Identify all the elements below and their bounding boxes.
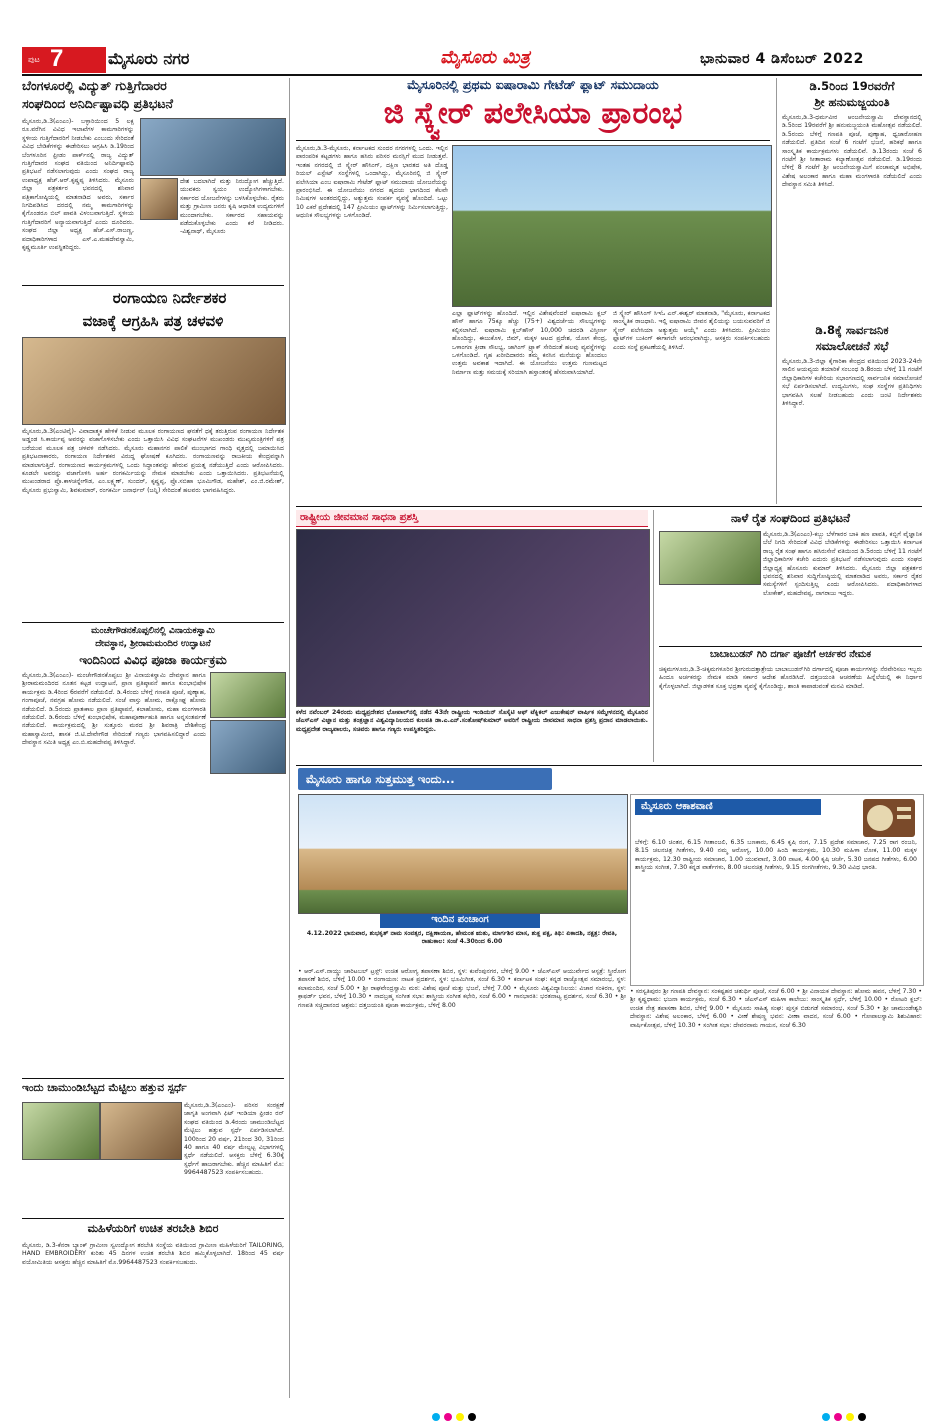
a1-headline-2: ಸಂಘದಿಂದ ಅನಿರ್ದಿಷ್ಟಾವಧಿ ಪ್ರತಿಭಟನೆ: [22, 96, 173, 111]
baba-headline: ಬಾಬಾಬುಡನ್ ಗಿರಿ ದರ್ಗಾ ಪೂಜೆಗೆ ಅರ್ಚಕರ ನೇಮಕ: [709, 649, 872, 660]
lead-building-photo: [452, 145, 772, 307]
divider: [296, 506, 922, 507]
registration-marks: [430, 1406, 520, 1418]
a1-body: ಮೈಸೂರು,ಡಿ.3(ಎಂಎಂ)- ಬಳ್ಳಾರಿಯಿಂದ 5 ಲಕ್ಷ ರೂ.ವರೆಗಿನ ವಿವಿಧ ಇಲಾಖೆಗಳ ಕಾಮಗಾರಿಗಳನ್ನು ಸ್ಥಳೀಯ ಗುತ್ತಿಗೆದಾರರಿಗೆ ನೀಡಬೇಕು ಎಂಬುದು ಸೇರಿದಂತೆ ವಿವಿಧ ಬೇಡಿಕೆಗಳನ್ನು ಈಡೇರಿಸಲು ಆಗ್ರಹಿಸಿ ಡಿ.19ರಿಂದ ಬೆಂಗಳೂರಿನ ಫ್ರೀಡಂ ಪಾರ್ಕ್‌ನಲ್ಲಿ ರಾಜ್ಯ ವಿದ್ಯುತ್ ಗುತ್ತಿಗೆದಾರರ ಸಂಘದ ವತಿಯಿಂದ ಅನಿರ್ದಿಷ್ಟಾವಧಿ ಪ್ರತಿಭಟನೆ ನಡೆಸಲಾಗುವುದು ಎಂದು ಸಂಘದ ರಾಜ್ಯ ಉಪಾಧ್ಯಕ್ಷ ಹೆಚ್.ಆರ್.ಕೃಷ್ಣಪ್ಪ ತಿಳಿಸಿದರು. ಮೈಸೂರು ಜಿಲ್ಲಾ ಪತ್ರಕರ್ತರ ಭವನದಲ್ಲಿ ಶನಿವಾರ ಪತ್ರಿಕಾಗೋಷ್ಠಿಯಲ್ಲಿ ಮಾತನಾಡಿದ ಅವರು, ಸರ್ಕಾರ ನಿಗದಿಪಡಿಸಿದ ದರದಲ್ಲಿ ನಮ್ಮ ಕಾಮಗಾರಿಗಳನ್ನು ಕೈಗೊಂಡರೂ ಬಿಲ್ ಪಾವತಿ ವಿಳಂಬವಾಗುತ್ತಿದೆ. ಸ್ಥಳೀಯ ಗುತ್ತಿಗೆದಾರರಿಗೆ ಅನ್ಯಾಯವಾಗುತ್ತಿದೆ ಎಂದು ದೂರಿದರು. ಸಂಘದ ಜಿಲ್ಲಾ ಅಧ್ಯಕ್ಷ ಹೆಚ್.ಎಸ್.ರಾಜಣ್ಣ, ಪದಾಧಿಕಾರಿಗಳಾದ ಎಸ್.ಎ.ಮಹದೇವಸ್ವಾಮಿ, ಕೃಷ್ಣಮೂರ್ತಿ ಉಪಸ್ಥಿತರಿದ್ದರು.: [22, 118, 134, 252]
a1-photo: [140, 118, 286, 176]
sidebar-headline-2: ಶ್ರೀ ಹನುಮಜ್ಜಯಂತಿ: [814, 95, 890, 109]
lead-headline: ಜಿ ಸ್ಕ್ವೇರ್ ಪಲೇಸಿಯಾ ಪ್ರಾರಂಭ: [383, 96, 683, 131]
sidebar-headline-4: ಸಮಾಲೋಚನೆ ಸಭೆ: [815, 339, 889, 353]
farmers-photo: [659, 531, 761, 585]
a2-headline-2: ವಜಾಕ್ಕೆ ಆಗ್ರಹಿಸಿ ಪತ್ರ ಚಳವಳಿ: [82, 312, 224, 330]
lead-body-left: ಮೈಸೂರು,ಡಿ.3-ಮೈಸೂರು, ಕರ್ನಾಟಕದ ಸುಂದರ ನಗರಗಳಲ್ಲಿ ಒಂದು. ಇಲ್ಲಿನ ಪಾರಂಪರಿಕ ಕಟ್ಟಡಗಳು ಹಾಗೂ ಹಸಿರು ಪರಿಸರ ಮನಸ್ಸಿಗೆ ಮುದ ನೀಡುತ್ತವೆ. ಇಂತಹ ನಗರದಲ್ಲಿ ಜಿ ಸ್ಕ್ವೇರ್ ಹೌಸಿಂಗ್, ದಕ್ಷಿಣ ಭಾರತದ ಅತಿ ದೊಡ್ಡ ರಿಯಲ್ ಎಸ್ಟೇಟ್ ಸಂಸ್ಥೆಗಳಲ್ಲಿ ಒಂದಾಗಿದ್ದು, ಮೈಸೂರಿನಲ್ಲಿ ಜಿ ಸ್ಕ್ವೇರ್ ಪಲೇಸಿಯಾ ಎಂಬ ಐಷಾರಾಮಿ ಗೇಟೆಡ್ ಫ್ಲಾಟ್ ಸಮುದಾಯ ಯೋಜನೆಯನ್ನು ಪ್ರಾರಂಭಿಸಿದೆ. ಈ ಯೋಜನೆಯು ನಗರದ ಹೃದಯ ಭಾಗದಿಂದ ಕೆಲವೇ ನಿಮಿಷಗಳ ಅಂತರದಲ್ಲಿದ್ದು, ಅತ್ಯುತ್ತಮ ಸಂಪರ್ಕ ವ್ಯವಸ್ಥೆ ಹೊಂದಿದೆ. ಒಟ್ಟು 10 ಎಕರೆ ಪ್ರದೇಶದಲ್ಲಿ 147 ಪ್ರೀಮಿಯಂ ಫ್ಲಾಟ್‌ಗಳನ್ನು ನಿರ್ಮಿಸಲಾಗುತ್ತಿದ್ದು, ಆಧುನಿಕ ಸೌಲಭ್ಯಗಳನ್ನು ಒಳಗೊಂಡಿದೆ.: [296, 145, 448, 220]
farmers-headline: ನಾಳೆ ರೈತ ಸಂಘದಿಂದ ಪ್ರತಿಭಟನೆ: [731, 511, 850, 525]
a1-portrait: [140, 178, 178, 220]
a3-photo-2: [210, 720, 286, 774]
divider: [659, 646, 922, 647]
page-header: [0, 0, 945, 47]
a3-body: ಮೈಸೂರು,ಡಿ.3(ಎಂಎಂ)- ಮಂಚೇಗೌಡನಕೊಪ್ಪಲು ಶ್ರೀ ವಿನಾಯಕಸ್ವಾಮಿ ದೇವಸ್ಥಾನ ಹಾಗೂ ಶ್ರೀರಾಮಮಂದಿರದ ನೂತನ ಕಟ್ಟಡ ಉದ್ಘಾಟನೆ, ಪ್ರಾಣ ಪ್ರತಿಷ್ಠಾಪನೆ ಹಾಗೂ ಕುಂಭಾಭಿಷೇಕ ಕಾರ್ಯಕ್ರಮ ಡಿ.4ರಿಂದ 6ರವರೆಗೆ ನಡೆಯಲಿದೆ. ಡಿ.4ರಂದು ಬೆಳಿಗ್ಗೆ ಗಣಪತಿ ಪೂಜೆ, ಪುಣ್ಯಾಹ, ಗಂಗಾಪೂಜೆ, ನವಗ್ರಹ ಹೋಮ ನಡೆಯಲಿದೆ. ಸಂಜೆ ವಾಸ್ತು ಹೋಮ, ರಾಕ್ಷೋಘ್ನ ಹೋಮ ನಡೆಯಲಿದೆ. ಡಿ.5ರಂದು ಪ್ರಾತಃಕಾಲ ಪ್ರಾಣ ಪ್ರತಿಷ್ಠಾಪನೆ, ಕಲಾಹೋಮ, ಮಹಾ ಮಂಗಳಾರತಿ ನಡೆಯಲಿದೆ. ಡಿ.6ರಂದು ಬೆಳಿಗ್ಗೆ ಕುಂಭಾಭಿಷೇಕ, ಮಹಾಪೂರ್ಣಾಹುತಿ ಹಾಗೂ ಅನ್ನಸಂತರ್ಪಣೆ ನಡೆಯಲಿದೆ. ಕಾರ್ಯಕ್ರಮದಲ್ಲಿ ಶ್ರೀ ಸುತ್ತೂರು ಮಠದ ಶ್ರೀ ಶಿವರಾತ್ರಿ ದೇಶಿಕೇಂದ್ರ ಮಹಾಸ್ವಾಮೀಜಿ, ಶಾಸಕ ಜಿ.ಟಿ.ದೇವೇಗೌಡ ಸೇರಿದಂತೆ ಗಣ್ಯರು ಭಾಗವಹಿಸಲಿದ್ದಾರೆ ಎಂದು ದೇವಸ್ಥಾನ ಸಮಿತಿ ಅಧ್ಯಕ್ಷ ಎಂ.ಬಿ.ಮಹದೇವಪ್ಪ ತಿಳಿಸಿದ್ದಾರೆ.: [22, 672, 206, 747]
radio-schedule: ಬೆಳಿಗ್ಗೆ: 6.10 ಚಿಂತನ, 6.15 ಗೀತಾಂಜಲಿ, 6.35 ಬಣಕಾರು, 6.45 ಕೃಷಿ ರಂಗ, 7.15 ಪ್ರದೇಶ ಸಮಾಚಾರ, 7.25 ರಾಗ ರಂಜನಿ, 8.15 ಚಲನಚಿತ್ರ ಗೀತೆಗಳು, 9.40 ನಮ್ಮ ಆರೋಗ್ಯ, 10.00 ಹಿಂದಿ ಕಾರ್ಯಕ್ರಮ, 10.30 ಮಹಿಳಾ ಲೋಕ, 11.00 ಮಕ್ಕಳ ಕಾರ್ಯಕ್ರಮ, 12.30 ರಾಷ್ಟ್ರೀಯ ಸಮಾಚಾರ, 1.00 ಯುವವಾಣಿ, 3.00 ನಾಟಕ, 4.00 ಕೃಷಿ ಚರ್ಚೆ, 5.30 ಜನಪದ ಗೀತೆಗಳು, 6.00 ಶಾಸ್ತ್ರೀಯ ಸಂಗೀತ, 7.30 ಕನ್ನಡ ವಾರ್ತೆಗಳು, 8.00 ಚಲನಚಿತ್ರ ಗೀತೆಗಳು, 9.15 ರಂಗಗೀತೆಗಳು, 9.30 ವಿವಿಧ ಭಾರತಿ.: [635, 839, 917, 872]
a2-headline-1: ರಂಗಾಯಣ ನಿರ್ದೇಶಕರ: [112, 289, 227, 307]
panchanga-title: ಇಂದಿನ ಪಂಚಾಂಗ: [380, 914, 540, 928]
a2-photo: [22, 337, 286, 425]
divider: [22, 1218, 284, 1219]
radio-icon: [863, 799, 915, 837]
a3-photo-1: [210, 672, 286, 718]
events-right: • ಸರಸ್ವತಿಪುರಂ ಶ್ರೀ ಗಣಪತಿ ದೇವಸ್ಥಾನ: ಸಂಕಷ್ಟಹರ ಚತುರ್ಥಿ ಪೂಜೆ, ಸಂಜೆ 6.00 • ಶ್ರೀ ವಿನಾಯಕ ದೇವಸ್ಥಾನ: ಹೋಮ ಹವನ, ಬೆಳಿಗ್ಗೆ 7.30 • ಶ್ರೀ ಕೃಷ್ಣಧಾಮ: ಭಜನಾ ಕಾರ್ಯಕ್ರಮ, ಸಂಜೆ 6.30 • ಜೆಎಸ್‌ಎಸ್ ಮಹಿಳಾ ಕಾಲೇಜು: ಸಾಂಸ್ಕೃತಿಕ ಸ್ಪರ್ಧೆ, ಬೆಳಿಗ್ಗೆ 10.00 • ರೋಟರಿ ಕ್ಲಬ್: ಉಚಿತ ನೇತ್ರ ತಪಾಸಣಾ ಶಿಬಿರ, ಬೆಳಿಗ್ಗೆ 9.00 • ಮೈಸೂರು ಸಾಹಿತ್ಯ ಸಂಘ: ಪುಸ್ತಕ ಬಿಡುಗಡೆ ಸಮಾರಂಭ, ಸಂಜೆ 5.30 • ಶ್ರೀ ಚಾಮುಂಡೇಶ್ವರಿ ದೇವಸ್ಥಾನ: ವಿಶೇಷ ಅಲಂಕಾರ, ಬೆಳಿಗ್ಗೆ 6.00 • ವೀಣೆ ಶೇಷಣ್ಣ ಭವನ: ವೀಣಾ ವಾದನ, ಸಂಜೆ 6.00 • ಗೋಪಾಲಸ್ವಾಮಿ ಶಿಶುವಿಹಾರ: ವಾರ್ಷಿಕೋತ್ಸವ, ಬೆಳಿಗ್ಗೆ 10.30 • ಸಂಗೀತ ಸಭಾ: ದೇವರನಾಮ ಗಾಯನ, ಸಂಜೆ 6.30: [630, 988, 922, 1029]
sidebar-body-1: ಮೈಸೂರು,ಡಿ.3-ಧರ್ಮವೀರ ಆಂಜನೇಯಸ್ವಾಮಿ ದೇವಸ್ಥಾನದಲ್ಲಿ ಡಿ.5ರಿಂದ 19ರವರೆಗೆ ಶ್ರೀ ಹನುಮಜ್ಜಯಂತಿ ಮಹೋತ್ಸವ ನಡೆಯಲಿದೆ. ಡಿ.5ರಂದು ಬೆಳಿಗ್ಗೆ ಗಣಪತಿ ಪೂಜೆ, ಪುಣ್ಯಾಹ, ಧ್ವಜಾರೋಹಣ ನಡೆಯಲಿದೆ. ಪ್ರತಿದಿನ ಸಂಜೆ 6 ಗಂಟೆಗೆ ಭಜನೆ, ಹರಿಕಥೆ ಹಾಗೂ ಸಾಂಸ್ಕೃತಿಕ ಕಾರ್ಯಕ್ರಮಗಳು ನಡೆಯಲಿವೆ. ಡಿ.13ರಂದು ಸಂಜೆ 6 ಗಂಟೆಗೆ ಶ್ರೀ ಸೀತಾರಾಮ ಕಲ್ಯಾಣೋತ್ಸವ ನಡೆಯಲಿದೆ. ಡಿ.19ರಂದು ಬೆಳಿಗ್ಗೆ 8 ಗಂಟೆಗೆ ಶ್ರೀ ಆಂಜನೇಯಸ್ವಾಮಿಗೆ ಪಂಚಾಮೃತ ಅಭಿಷೇಕ, ವಿಶೇಷ ಅಲಂಕಾರ ಹಾಗೂ ಮಹಾ ಮಂಗಳಾರತಿ ನಡೆಯಲಿದೆ ಎಂದು ದೇವಸ್ಥಾನ ಸಮಿತಿ ತಿಳಿಸಿದೆ.: [782, 114, 922, 189]
award-band-label: ರಾಷ್ಟ್ರೀಯ ಜೀವಮಾನ ಸಾಧನಾ ಪ್ರಶಸ್ತಿ: [300, 512, 419, 523]
page-label: ಪುಟ: [28, 55, 40, 64]
page-number-box: [22, 47, 106, 73]
masthead-logo: ಮೈಸೂರು ಮಿತ್ರ: [440, 47, 530, 68]
divider: [22, 622, 284, 623]
registration-marks: [820, 1406, 910, 1418]
divider: [296, 140, 770, 141]
sidebar-body-2: ಮೈಸೂರು,ಡಿ.3-ಜಿಲ್ಲಾ ಕೈಗಾರಿಕಾ ಕೇಂದ್ರದ ವತಿಯಿಂದ 2023-24ನೇ ಸಾಲಿನ ಆಯವ್ಯಯ ತಯಾರಿಕೆ ಸಂಬಂಧ ಡಿ.8ರಂದು ಬೆಳಿಗ್ಗೆ 11 ಗಂಟೆಗೆ ಜಿಲ್ಲಾಧಿಕಾರಿಗಳ ಕಚೇರಿಯ ಸಭಾಂಗಣದಲ್ಲಿ ಸಾರ್ವಜನಿಕ ಸಮಾಲೋಚನೆ ಸಭೆ ಏರ್ಪಡಿಸಲಾಗಿದೆ. ಉದ್ಯಮಿಗಳು, ಸಂಘ ಸಂಸ್ಥೆಗಳ ಪ್ರತಿನಿಧಿಗಳು ಭಾಗವಹಿಸಿ ಸಲಹೆ ನೀಡಬಹುದು ಎಂದು ಜಂಟಿ ನಿರ್ದೇಶಕರು ತಿಳಿಸಿದ್ದಾರೆ.: [782, 358, 922, 408]
section-title: ಮೈಸೂರು ನಗರ: [108, 49, 190, 68]
a1-caption: ದೇಶ ಬದಲಾಗಿದೆ ಮತ್ತು ನಿರುದ್ಯೋಗ ಹೆಚ್ಚುತ್ತಿದೆ. ಯುವಕರು ಸ್ವಯಂ ಉದ್ಯೋಗಿಗಳಾಗಬೇಕು. ಸರ್ಕಾರದ ಯೋಜನೆಗಳನ್ನು ಬಳಸಿಕೊಳ್ಳಬೇಕು. ರೈತರು ಮತ್ತು ಗ್ರಾಮೀಣ ಜನರು ಕೃಷಿ ಆಧಾರಿತ ಉದ್ಯಮಗಳಿಗೆ ಮುಂದಾಗಬೇಕು. ಸರ್ಕಾರದ ಸಹಾಯವನ್ನು ಪಡೆದುಕೊಳ್ಳಬೇಕು ಎಂದು ಕರೆ ನೀಡಿದರು. -ವಿಶ್ವನಾಥ್, ಮೈಸೂರು: [180, 178, 284, 236]
today-band-label: ಮೈಸೂರು ಹಾಗೂ ಸುತ್ತಮುತ್ತ ಇಂದು...: [306, 772, 455, 786]
dateline: ಭಾನುವಾರ 4 ಡಿಸೆಂಬರ್ 2022: [700, 51, 864, 67]
a2-body: ಮೈಸೂರು,ಡಿ.3(ಎಂಟಿವೈ)- ವಿವಾದಾತ್ಮಕ ಹೇಳಿಕೆ ನೀಡುವ ಮೂಲಕ ರಂಗಾಯಣದ ಘನತೆಗೆ ಧಕ್ಕೆ ತರುತ್ತಿರುವ ರಂಗಾಯಣ ನಿರ್ದೇಶಕ ಅಡ್ಡಂಡ ಸಿ.ಕಾರ್ಯಪ್ಪ ಅವರನ್ನು ವಜಾಗೊಳಿಸಬೇಕು ಎಂದು ಒತ್ತಾಯಿಸಿ ವಿವಿಧ ಸಂಘಟನೆಗಳ ಮುಖಂಡರು ಮುಖ್ಯಮಂತ್ರಿಗಳಿಗೆ ಪತ್ರ ಬರೆಯುವ ಮೂಲಕ ಪತ್ರ ಚಳವಳಿ ನಡೆಸಿದರು. ಮೈಸೂರು ಮಹಾನಗರ ಪಾಲಿಕೆ ಮುಂಭಾಗದ ಗಾಂಧಿ ವೃತ್ತದಲ್ಲಿ ಜಮಾಯಿಸಿದ ಪ್ರತಿಭಟನಾಕಾರರು, ರಂಗಾಯಣ ನಿರ್ದೇಶಕರ ವಿರುದ್ಧ ಘೋಷಣೆ ಕೂಗಿದರು. ರಂಗಾಯಣವನ್ನು ರಾಜಕೀಯ ಕೇಂದ್ರವನ್ನಾಗಿ ಮಾಡಲಾಗುತ್ತಿದೆ. ರಂಗಾಯಣದ ಕಾರ್ಯಕ್ರಮಗಳಲ್ಲಿ ಒಂದು ಸಿದ್ಧಾಂತವನ್ನು ಹೇರುವ ಪ್ರಯತ್ನ ನಡೆಯುತ್ತಿದೆ ಎಂದು ಆರೋಪಿಸಿದರು. ಕೂಡಲೇ ಅವರನ್ನು ವಜಾಗೊಳಿಸಿ ಅರ್ಹ ರಂಗಕರ್ಮಿಯನ್ನು ನೇಮಕ ಮಾಡಬೇಕು ಎಂದು ಒತ್ತಾಯಿಸಿದರು. ಪ್ರತಿಭಟನೆಯಲ್ಲಿ ಮುಖಂಡರಾದ ಪ್ರೊ.ಕಾಳಚನ್ನೇಗೌಡ, ಎಂ.ಲಕ್ಷ್ಮಣ್, ಸುಂದರ್, ಕೃಷ್ಣಪ್ಪ, ಪ್ರೊ.ಸಬಿಹಾ ಭೂಮಿಗೌಡ, ಮಹೇಶ್, ಎಂ.ಜಿ.ರಮೇಶ್, ಮೈಸೂರು ಪ್ರಭುಸ್ವಾಮಿ, ಶಿವಕುಮಾರ್, ರಂಗಕರ್ಮಿ ಜನಾರ್ಧನ್ (ಜನ್ನಿ) ಸೇರಿದಂತೆ ಹಲವರು ಭಾಗವಹಿಸಿದ್ದರು.: [22, 428, 284, 494]
divider: [22, 1078, 284, 1079]
divider: [296, 765, 922, 766]
lead-kicker: ಮೈಸೂರಿನಲ್ಲಿ ಪ್ರಥಮ ಐಷಾರಾಮಿ ಗೇಟೆಡ್ ಫ್ಲಾಟ್ ಸಮುದಾಯ: [407, 77, 659, 92]
divider: [22, 285, 284, 286]
a5-body: ಮೈಸೂರು, ಡಿ.3-ಕೆನರಾ ಬ್ಯಾಂಕ್ ಗ್ರಾಮೀಣ ಸ್ವಉದ್ಯೋಗ ತರಬೇತಿ ಸಂಸ್ಥೆಯ ವತಿಯಿಂದ ಗ್ರಾಮೀಣ ಮಹಿಳೆಯರಿಗೆ TAILORING, HAND EMBROIDERY ಕುರಿತು 45 ದಿನಗಳ ಉಚಿತ ತರಬೇತಿ ಶಿಬಿರ ಹಮ್ಮಿಕೊಳ್ಳಲಾಗಿದೆ. 18ರಿಂದ 45 ವರ್ಷ ವಯೋಮಿತಿಯ ಆಸಕ್ತರು ಹೆಚ್ಚಿನ ಮಾಹಿತಿಗೆ ಮೊ.9964487523 ಸಂಪರ್ಕಿಸಬಹುದು.: [22, 1242, 284, 1266]
lead-body-right: ಜಿ ಸ್ಕ್ವೇರ್ ಹೌಸಿಂಗ್ ಸಿಇಓ ಎನ್.ಈಶ್ವರ್ ಮಾತನಾಡಿ, "ಮೈಸೂರು, ಕರ್ನಾಟಕದ ಸಾಂಸ್ಕೃತಿಕ ರಾಜಧಾನಿ. ಇಲ್ಲಿ ಐಷಾರಾಮಿ ಜೀವನ ಶೈಲಿಯನ್ನು ಬಯಸುವವರಿಗೆ ಜಿ ಸ್ಕ್ವೇರ್ ಪಲೇಸಿಯಾ ಅತ್ಯುತ್ತಮ ಆಯ್ಕೆ" ಎಂದು ತಿಳಿಸಿದರು. ಪ್ರೀಮಿಯಂ ಫ್ಲಾಟ್‌ಗಳ ಬುಕಿಂಗ್ ಈಗಾಗಲೇ ಆರಂಭವಾಗಿದ್ದು, ಆಸಕ್ತರು ಸಂಪರ್ಕಿಸಬಹುದು ಎಂದು ಸಂಸ್ಥೆ ಪ್ರಕಟಣೆಯಲ್ಲಿ ತಿಳಿಸಿದೆ.: [613, 310, 770, 351]
column-rule: [653, 510, 654, 762]
a4-photo-2: [100, 1102, 182, 1160]
today-band: [298, 768, 552, 790]
award-caption: ಕಳೆದ ನವೆಂಬರ್ 24ರಂದು ಮಧ್ಯಪ್ರದೇಶದ ಭೋಪಾಲ್‌ನಲ್ಲಿ ನಡೆದ 43ನೇ ರಾಷ್ಟ್ರೀಯ ಇಂಡಿಯನ್ ಸೊಸೈಟಿ ಆಫ್ ಟೆಕ್ನಿಕಲ್ ಎಜುಕೇಷನ್ ವಾರ್ಷಿಕ ಸಮ್ಮೇಳನದಲ್ಲಿ ಮೈಸೂರಿನ ಜೆಎಸ್‌ಎಸ್ ವಿಜ್ಞಾನ ಮತ್ತು ತಂತ್ರಜ್ಞಾನ ವಿಶ್ವವಿದ್ಯಾನಿಲಯದ ಕುಲಪತಿ ಡಾ.ಎ.ಎನ್.ಸಂತೋಷ್‌ಕುಮಾರ್ ಅವರಿಗೆ ರಾಷ್ಟ್ರೀಯ ಜೀವಮಾನ ಸಾಧನಾ ಪ್ರಶಸ್ತಿ ಪ್ರದಾನ ಮಾಡಲಾಯಿತು. ಮಧ್ಯಪ್ರದೇಶ ರಾಜ್ಯಪಾಲರು, ಸಚಿವರು ಹಾಗೂ ಗಣ್ಯರು ಉಪಸ್ಥಿತರಿದ್ದರು.: [296, 709, 648, 733]
a4-body: ಮೈಸೂರು,ಡಿ.3(ಎಂಎಂ)- ಪರಿಸರ ಸಂರಕ್ಷಣೆ ಜಾಗೃತಿ ಅಂಗವಾಗಿ ಫಿಟ್ ಇಂಡಿಯಾ ಫ್ರೀಡಂ ರನ್ ಸಂಘದ ವತಿಯಿಂದ ಡಿ.4ರಂದು ಚಾಮುಂಡಿಬೆಟ್ಟದ ಮೆಟ್ಟಿಲು ಹತ್ತುವ ಸ್ಪರ್ಧೆ ಏರ್ಪಡಿಸಲಾಗಿದೆ. 100ರಿಂದ 20 ವರ್ಷ, 21ರಿಂದ 30, 31ರಿಂದ 40 ಹಾಗೂ 40 ವರ್ಷ ಮೇಲ್ಪಟ್ಟ ವಿಭಾಗಗಳಲ್ಲಿ ಸ್ಪರ್ಧೆ ನಡೆಯಲಿದೆ. ಆಸಕ್ತರು ಬೆಳಿಗ್ಗೆ 6.30ಕ್ಕೆ ಸ್ಪರ್ಧೆಗೆ ಹಾಜರಾಗಬೇಕು. ಹೆಚ್ಚಿನ ಮಾಹಿತಿಗೆ ಮೊ: 9964487523 ಸಂಪರ್ಕಿಸಬಹುದು.: [184, 1102, 284, 1177]
sidebar-headline-3: ಡಿ.8ಕ್ಕೆ ಸಾರ್ವಜನಿಕ: [815, 323, 889, 337]
a5-headline: ಮಹಿಳೆಯರಿಗೆ ಉಚಿತ ತರಬೇತಿ ಶಿಬಿರ: [87, 1222, 219, 1235]
a3-body-cont: [22, 776, 284, 874]
a3-headline-3: ಇಂದಿನಿಂದ ವಿವಿಧ ಪೂಜಾ ಕಾರ್ಯಕ್ರಮ: [79, 653, 227, 667]
baba-body: ಚಿಕ್ಕಮಗಳೂರು,ಡಿ.3-ಚಿಕ್ಕಮಗಳೂರಿನ ಶ್ರೀಗುರುದತ್ತಾತ್ರೇಯ ಬಾಬಾಬುಡನ್‌ಗಿರಿ ದರ್ಗಾದಲ್ಲಿ ಪೂಜಾ ಕಾರ್ಯಗಳನ್ನು ನೆರವೇರಿಸಲು ಇಬ್ಬರು ಹಿಂದೂ ಅರ್ಚಕರನ್ನು ನೇಮಕ ಮಾಡಿ ಸರ್ಕಾರ ಆದೇಶ ಹೊರಡಿಸಿದೆ. ದತ್ತಜಯಂತಿ ಆಚರಣೆಯ ಹಿನ್ನೆಲೆಯಲ್ಲಿ ಈ ನಿರ್ಧಾರ ಕೈಗೊಳ್ಳಲಾಗಿದೆ. ಜಿಲ್ಲಾಡಳಿತ ಸೂಕ್ತ ಭದ್ರತಾ ವ್ಯವಸ್ಥೆ ಕೈಗೊಂಡಿದ್ದು, ಶಾಂತಿ ಕಾಪಾಡುವಂತೆ ಮನವಿ ಮಾಡಿದೆ.: [659, 666, 922, 690]
a1-headline-1: ಬೆಂಗಳೂರಲ್ಲಿ ವಿದ್ಯುತ್ ಗುತ್ತಿಗೆದಾರರ: [22, 78, 167, 93]
a3-headline-2: ದೇವಸ್ಥಾನ, ಶ್ರೀರಾಮಮಂದಿರ ಉದ್ಘಾಟನೆ: [95, 639, 211, 649]
column-rule: [289, 78, 290, 1398]
radio-box: [630, 794, 924, 986]
column-rule: [776, 78, 777, 504]
sidebar-headline-1: ಡಿ.5ರಿಂದ 19ರವರೆಗೆ: [809, 79, 895, 93]
award-photo: [296, 529, 650, 707]
events-left: • ಆರ್.ಎಸ್.ನಾಯ್ಡು ಚಾರಿಟಬಲ್ ಟ್ರಸ್ಟ್: ಉಚಿತ ಆರೋಗ್ಯ ತಪಾಸಣಾ ಶಿಬಿರ, ಸ್ಥಳ: ಕುವೆಂಪುನಗರ, ಬೆಳಿಗ್ಗೆ 9.00 • ಜೆಎಸ್‌ಎಸ್ ಆಯುರ್ವೇದ ಆಸ್ಪತ್ರೆ: ಸ್ತ್ರೀರೋಗ ತಪಾಸಣೆ ಶಿಬಿರ, ಬೆಳಿಗ್ಗೆ 10.00 • ರಂಗಾಯಣ: ನಾಟಕ ಪ್ರದರ್ಶನ, ಸ್ಥಳ: ಭೂಮಿಗೀತ, ಸಂಜೆ 6.30 • ಕರ್ನಾಟಕ ಸಂಘ: ಕನ್ನಡ ರಾಜ್ಯೋತ್ಸವ ಸಮಾರಂಭ, ಸ್ಥಳ: ಕಲಾಮಂದಿರ, ಸಂಜೆ 5.00 • ಶ್ರೀ ರಾಘವೇಂದ್ರಸ್ವಾಮಿ ಮಠ: ವಿಶೇಷ ಪೂಜೆ ಮತ್ತು ಭಜನೆ, ಬೆಳಿಗ್ಗೆ 7.00 • ಮೈಸೂರು ವಿಶ್ವವಿದ್ಯಾನಿಲಯ: ವಿಚಾರ ಸಂಕಿರಣ, ಸ್ಥಳ: ಕ್ರಾಫರ್ಡ್ ಭವನ, ಬೆಳಿಗ್ಗೆ 10.30 • ನಾದಬ್ರಹ್ಮ ಸಂಗೀತ ಸಭಾ: ಶಾಸ್ತ್ರೀಯ ಸಂಗೀತ ಕಛೇರಿ, ಸಂಜೆ 6.00 • ಗಾನಭಾರತಿ: ಭರತನಾಟ್ಯ ಪ್ರದರ್ಶನ, ಸಂಜೆ 6.30 • ಶ್ರೀ ಗಣಪತಿ ಸಚ್ಚಿದಾನಂದ ಆಶ್ರಮ: ದತ್ತಜಯಂತಿ ಪೂಜಾ ಕಾರ್ಯಕ್ರಮ, ಬೆಳಿಗ್ಗೆ 8.00: [298, 968, 626, 1009]
farmers-body: ಮೈಸೂರು,ಡಿ.3(ಎಂಎಂ)-ಕಬ್ಬು ಬೆಳೆಗಾರರ ಬಾಕಿ ಹಣ ಪಾವತಿ, ಕಬ್ಬಿಗೆ ವೈಜ್ಞಾನಿಕ ಬೆಲೆ ನಿಗದಿ ಸೇರಿದಂತೆ ವಿವಿಧ ಬೇಡಿಕೆಗಳನ್ನು ಈಡೇರಿಸಲು ಒತ್ತಾಯಿಸಿ ಕರ್ನಾಟಕ ರಾಜ್ಯ ರೈತ ಸಂಘ ಹಾಗೂ ಹಸಿರುಸೇನೆ ವತಿಯಿಂದ ಡಿ.5ರಂದು ಬೆಳಿಗ್ಗೆ 11 ಗಂಟೆಗೆ ಜಿಲ್ಲಾಧಿಕಾರಿಗಳ ಕಚೇರಿ ಎದುರು ಪ್ರತಿಭಟನೆ ನಡೆಸಲಾಗುವುದು ಎಂದು ಸಂಘದ ಜಿಲ್ಲಾಧ್ಯಕ್ಷ ಹೊಸೂರು ಕುಮಾರ್ ತಿಳಿಸಿದರು. ಮೈಸೂರು ಜಿಲ್ಲಾ ಪತ್ರಕರ್ತರ ಭವನದಲ್ಲಿ ಶನಿವಾರ ಸುದ್ದಿಗೋಷ್ಠಿಯಲ್ಲಿ ಮಾತನಾಡಿದ ಅವರು, ಸರ್ಕಾರ ರೈತರ ಸಮಸ್ಯೆಗಳಿಗೆ ಸ್ಪಂದಿಸುತ್ತಿಲ್ಲ ಎಂದು ಆರೋಪಿಸಿದರು. ಪದಾಧಿಕಾರಿಗಳಾದ ಲೋಕೇಶ್, ಮಹದೇವಪ್ಪ, ನಾಗರಾಜು ಇದ್ದರು.: [763, 531, 922, 597]
palace-photo: [298, 794, 628, 914]
header-rule: [22, 74, 922, 76]
a4-photo-1: [22, 1102, 100, 1160]
page-number: 7: [50, 45, 64, 72]
a4-headline: ಇಂದು ಚಾಮುಂಡಿಬೆಟ್ಟದ ಮೆಟ್ಟಿಲು ಹತ್ತುವ ಸ್ಪರ್ಧೆ: [22, 1082, 187, 1094]
a3-headline-1: ಮಂಚೇಗೌಡನಕೊಪ್ಪಲಿನಲ್ಲಿ ವಿನಾಯಕಸ್ವಾಮಿ: [91, 626, 215, 636]
lead-body-mid: ಎಲ್ಲಾ ಫ್ಲಾಟ್‌ಗಳನ್ನು ಹೊಂದಿದೆ. ಇಲ್ಲಿನ ವಿಶೇಷವೆಂದರೆ ಐಷಾರಾಮಿ ಕ್ಲಬ್ ಹೌಸ್ ಹಾಗೂ 75ಕ್ಕೂ ಹೆಚ್ಚು (75+) ವಿಶ್ವದರ್ಜೆಯ ಸೌಲಭ್ಯಗಳನ್ನು ಕಲ್ಪಿಸಲಾಗಿದೆ. ಐಷಾರಾಮಿ ಕ್ಲಬ್‌ಹೌಸ್ 10,000 ಚದರಡಿ ವಿಸ್ತೀರ್ಣ ಹೊಂದಿದ್ದು, ಈಜುಕೊಳ, ಜಿಮ್, ಮಕ್ಕಳ ಆಟದ ಪ್ರದೇಶ, ಯೋಗ ಕೇಂದ್ರ, ಒಳಾಂಗಣ ಕ್ರೀಡಾ ಸೌಲಭ್ಯ, ಜಾಗಿಂಗ್ ಟ್ರ್ಯಾಕ್ ಸೇರಿದಂತೆ ಹಲವು ವ್ಯವಸ್ಥೆಗಳನ್ನು ಒಳಗೊಂಡಿದೆ. ಗೃಹ ಖರೀದಿದಾರರು ತಮ್ಮ ಕನಸಿನ ಮನೆಯನ್ನು ಹೊಂದಲು ಉತ್ತಮ ಅವಕಾಶ ಇದಾಗಿದೆ. ಈ ಯೋಜನೆಯು ಉತ್ತಮ ಗುಣಮಟ್ಟದ ನಿರ್ಮಾಣ ಮತ್ತು ಸಮಯಕ್ಕೆ ಸರಿಯಾಗಿ ಹಸ್ತಾಂತರಕ್ಕೆ ಹೆಸರುವಾಸಿಯಾಗಿದೆ.: [452, 310, 607, 376]
award-band: [296, 510, 648, 527]
panchanga-text: 4.12.2022 ಭಾನುವಾರ, ಶುಭಕೃತ್ ನಾಮ ಸಂವತ್ಸರ, ದಕ್ಷಿಣಾಯಣ, ಹೇಮಂತ ಋತು, ಮಾರ್ಗಶಿರ ಮಾಸ, ಶುಕ್ಲ ಪಕ್ಷ, ತಿಥಿ: ಏಕಾದಶಿ, ನಕ್ಷತ್ರ: ರೇವತಿ, ರಾಹುಕಾಲ: ಸಂಜೆ 4.30ರಿಂದ 6.00: [306, 930, 618, 946]
radio-title: ಮೈಸೂರು ಆಕಾಶವಾಣಿ: [635, 799, 821, 815]
